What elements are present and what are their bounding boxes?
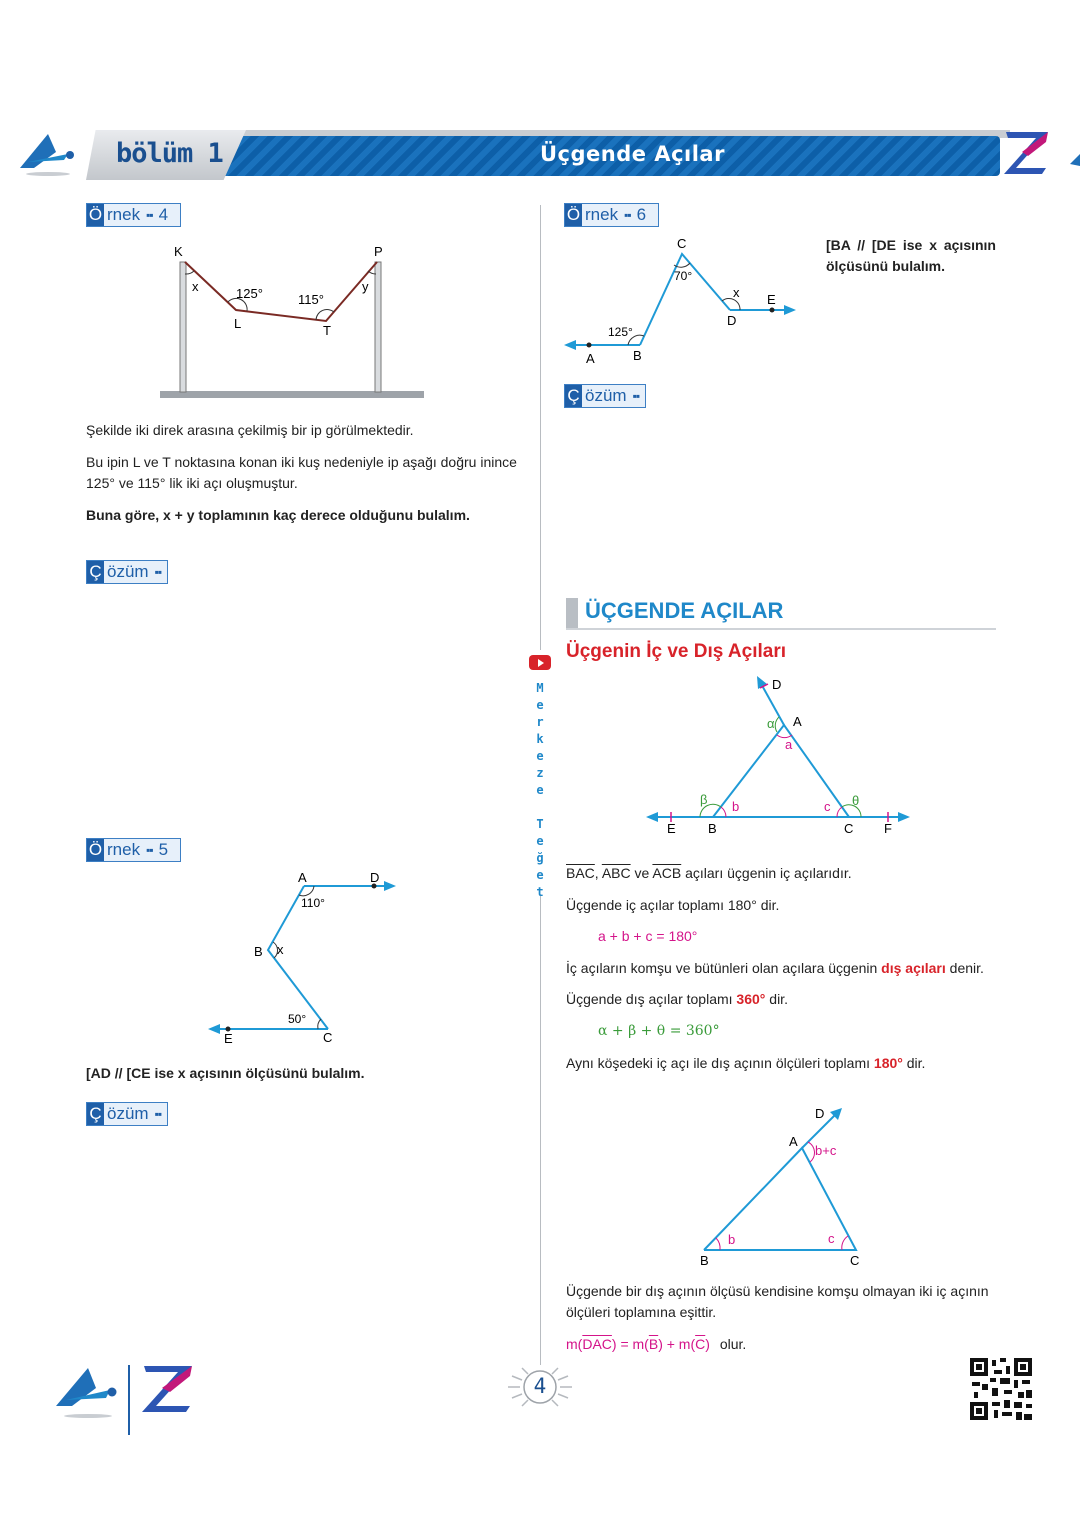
label-alpha: α [767, 716, 775, 731]
exterior-post: denir. [949, 960, 984, 976]
tag-word: rnek [107, 840, 141, 859]
label-x: x [192, 279, 199, 294]
label-B: B [633, 348, 642, 363]
label-bc: b+c [815, 1143, 837, 1158]
same-vertex-post: dir. [906, 1055, 926, 1071]
example-6-figure [560, 232, 800, 367]
label-c: c [824, 799, 831, 814]
side-letter: z [536, 766, 544, 780]
label-x: x [733, 285, 740, 300]
label-C: C [850, 1253, 860, 1268]
footer-brand-logo-icon [54, 1362, 120, 1420]
solution-tag-5 [86, 1102, 168, 1126]
angle-acb: $\overline{ACB}$ [652, 865, 682, 881]
section-heading-bar [566, 598, 578, 628]
side-letter: r [536, 715, 544, 729]
side-letter [530, 799, 550, 816]
label-A: A [789, 1134, 798, 1149]
angle-bac: $\overline{BAC}$ [566, 865, 595, 881]
side-letter: k [536, 732, 544, 746]
formula-part: ) + m( [658, 1336, 696, 1352]
label-C: C [677, 236, 687, 251]
theorem-formula [566, 1334, 996, 1355]
formula-part: ) = m( [611, 1336, 649, 1352]
z-logo-icon [1002, 128, 1052, 176]
tag-initial: Ç [87, 1103, 104, 1125]
tag-number: 6 [636, 205, 647, 224]
label-T: T [323, 323, 331, 338]
label-D: D [815, 1106, 825, 1121]
formula-part: ) [705, 1336, 710, 1352]
formula-interior: a + b + c = 180° [598, 928, 698, 944]
column-divider [540, 895, 541, 1365]
example-4-question: Buna göre, x + y toplamının kaç derece olduğunu bulalım. [86, 507, 470, 523]
example-6-tag [564, 203, 659, 227]
side-letter: e [536, 834, 544, 848]
example-5-figure [200, 865, 410, 1050]
example-5-question: [AD // [CE ise x açısının ölçüsünü bulalım. [86, 1065, 365, 1081]
interior-sum: Üçgende iç açılar toplamı 180° dir. [566, 897, 780, 913]
tag-initial: Ö [88, 205, 103, 224]
label-C: C [844, 821, 854, 836]
label-theta: θ [852, 793, 860, 808]
rope-poles-figure [150, 238, 430, 408]
formula-angle-b: $\overline{B}$ [648, 1336, 659, 1352]
exterior-strong: dış açıları [881, 960, 946, 976]
tag-number: 4 [158, 205, 169, 224]
side-letter: e [536, 868, 544, 882]
label-b: b [728, 1232, 736, 1247]
solution-tag-6 [564, 384, 646, 408]
video-play-icon[interactable] [529, 655, 551, 670]
tag-initial: Ç [565, 385, 582, 407]
tag-initial: Ö [566, 205, 581, 224]
label-c: c [828, 1231, 835, 1246]
tag-initial: Ö [88, 840, 103, 859]
tag-dots-icon: ▪▪ [146, 843, 153, 857]
label-D: D [370, 870, 380, 885]
tag-dots-icon: ▪▪ [624, 208, 631, 222]
example-4-text-2: Bu ipin L ve T noktasına konan iki kuş nedeniyle ip aşağı doğru inince 125° ve 115° lik iki açı oluşmuştur. [86, 454, 517, 491]
tag-word: özüm [107, 1104, 149, 1123]
label-125: 125° [236, 286, 263, 301]
separator: , [594, 865, 599, 881]
label-D: D [727, 313, 737, 328]
tag-word: rnek [107, 205, 141, 224]
tag-dots-icon: ▪▪ [632, 389, 640, 403]
tag-word: özüm [585, 386, 627, 405]
formula-part: m( [566, 1336, 583, 1352]
label-E: E [767, 292, 776, 307]
theorem-text: Üçgende bir dış açının ölçüsü kendisine komşu olmayan iki iç açının ölçüleri toplamına eşittir. [566, 1283, 989, 1320]
exterior-sum-post: dir. [769, 991, 788, 1007]
formula-angle-dac: $\overline{DAC}$ [582, 1336, 612, 1352]
tag-dots-icon: ▪▪ [146, 208, 153, 222]
qr-code-icon[interactable] [970, 1358, 1032, 1420]
label-E: E [224, 1031, 233, 1046]
example-5-tag [86, 838, 181, 862]
corner-arrow-icon [1068, 150, 1080, 170]
label-P: P [374, 244, 383, 259]
page-title: Üçgende Açılar [540, 142, 725, 166]
label-b: b [732, 799, 740, 814]
section-heading [566, 596, 996, 630]
angle-abc: $\overline{ABC}$ [601, 865, 631, 881]
interior-tail: açıları üçgenin iç açılarıdır. [685, 865, 852, 881]
tag-initial: Ç [87, 561, 104, 583]
same-vertex-rule [566, 1053, 996, 1074]
tag-number: 5 [158, 840, 169, 859]
label-B: B [700, 1253, 709, 1268]
label-A: A [586, 351, 595, 366]
column-divider [540, 205, 541, 650]
exterior-definition [566, 958, 1006, 979]
label-A: A [298, 870, 307, 885]
solution-tag-4 [86, 560, 168, 584]
tag-word: özüm [107, 562, 149, 581]
tag-dots-icon: ▪▪ [154, 1107, 162, 1121]
exterior-sum-pre: Üçgende dış açılar toplamı [566, 991, 733, 1007]
subsection-title: Üçgenin İç ve Dış Açıları [566, 641, 786, 662]
side-letter: M [536, 681, 544, 695]
label-D: D [772, 677, 782, 692]
tag-dots-icon: ▪▪ [154, 565, 162, 579]
same-vertex-pre: Aynı köşedeki iç açı ile dış açının ölçüleri toplamı [566, 1055, 871, 1071]
label-C: C [323, 1030, 333, 1045]
side-letter: ğ [536, 851, 544, 865]
side-letter: T [536, 817, 544, 831]
side-letter: e [536, 698, 544, 712]
footer-z-logo-icon [140, 1362, 196, 1414]
side-letter: e [536, 783, 544, 797]
label-B: B [254, 944, 263, 959]
label-L: L [234, 316, 242, 331]
section-label: bölüm 1 [116, 138, 223, 169]
side-label [530, 680, 550, 901]
exterior-sum [566, 989, 996, 1010]
example-4-text-1: Şekilde iki direk arasına çekilmiş bir ip görülmektedir. [86, 422, 414, 438]
label-50: 50° [288, 1012, 307, 1026]
example-6-question: [BA // [DE ise x açısının ölçüsünü bulalım. [826, 237, 996, 274]
exterior-pre: İç açıların komşu ve bütünleri olan açılara üçgenin [566, 960, 878, 976]
tag-word: rnek [585, 205, 619, 224]
interior-angles-line [566, 863, 996, 884]
exterior-sum-strong: 360° [736, 991, 766, 1007]
label-115: 115° [298, 292, 324, 307]
separator: ve [634, 865, 650, 881]
label-125: 125° [608, 325, 633, 339]
formula-angle-c: $\overline{C}$ [695, 1336, 706, 1352]
label-110: 110° [301, 896, 325, 910]
exterior-angle-figure [690, 1100, 870, 1275]
label-K: K [174, 244, 183, 259]
formula-tail: olur. [719, 1336, 747, 1352]
label-A: A [793, 714, 802, 729]
label-y: y [362, 279, 369, 294]
triangle-angles-figure [640, 670, 920, 840]
label-x: x [277, 942, 284, 957]
side-letter: t [536, 885, 544, 899]
label-E: E [667, 821, 676, 836]
same-vertex-strong: 180° [873, 1055, 903, 1071]
side-letter: e [536, 749, 544, 763]
label-B: B [708, 821, 717, 836]
label-70: 70° [674, 269, 693, 283]
formula-exterior: α + β + θ = 360° [598, 1023, 720, 1039]
footer-divider [128, 1365, 130, 1435]
page-number: 4 [533, 1374, 547, 1398]
section-heading-title: ÜÇGENDE AÇILAR [585, 598, 784, 623]
example-4-tag [86, 203, 181, 227]
label-F: F [884, 821, 892, 836]
label-beta: β [700, 792, 708, 807]
label-a: a [785, 737, 793, 752]
brand-logo-icon [18, 128, 76, 178]
